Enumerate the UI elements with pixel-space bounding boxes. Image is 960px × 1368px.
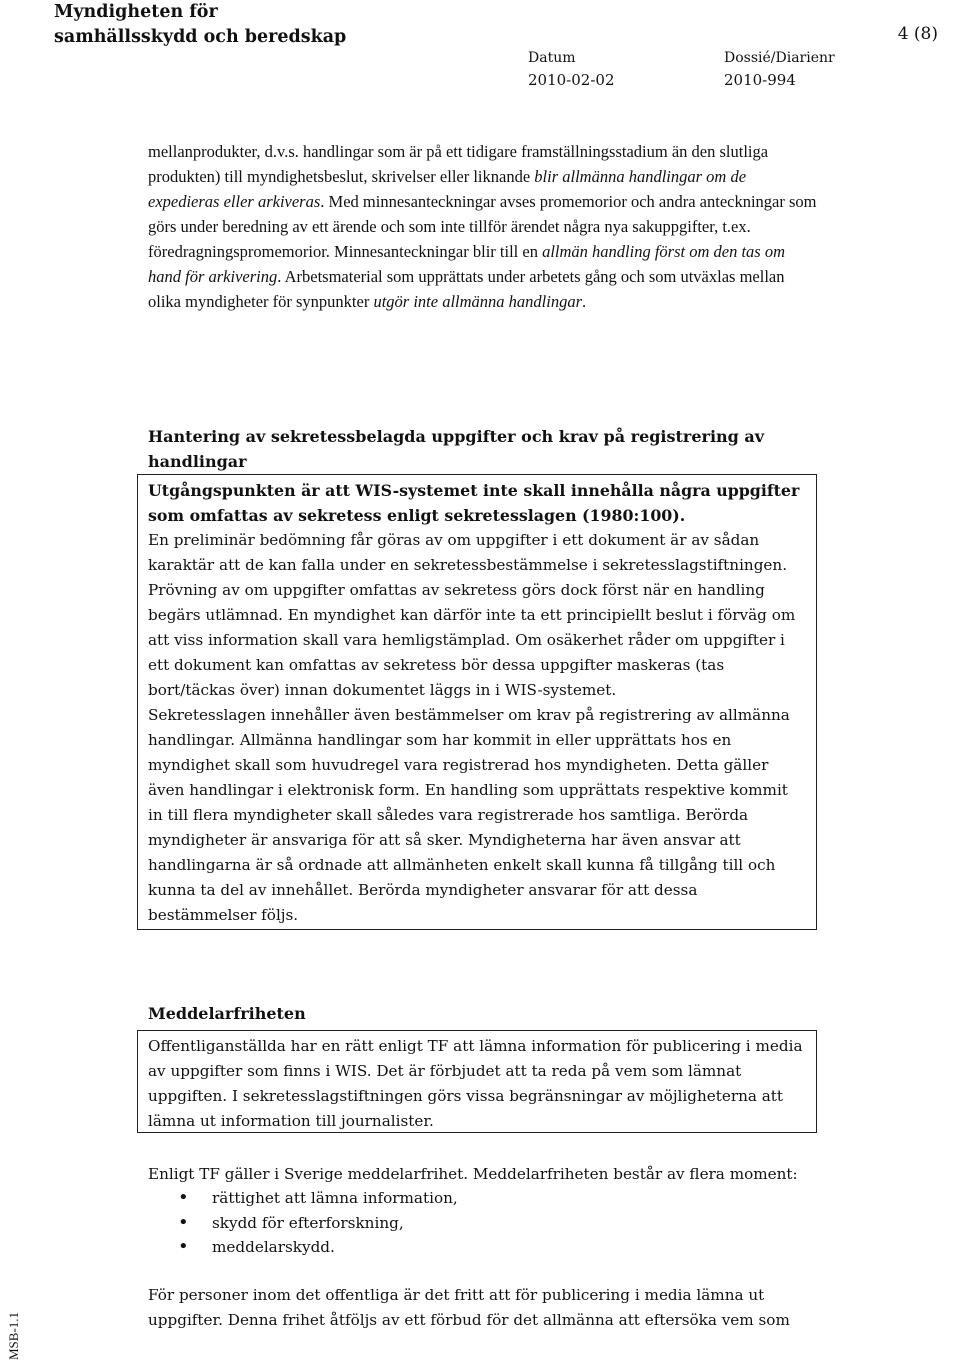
list-item: • meddelarskydd. [148,1235,458,1260]
organization-name [54,0,346,50]
intro-text-4: . [582,292,587,311]
secrecy-paragraph-1: En preliminär bedömning får göras av om uppgifter i ett dokument är av sådan karaktär att de kan falla under en sekretessbestämmelse i sekretesslagstiftningen. Prövning av om uppgifter omfattas av sekretess görs dock först när en handling begärs utlämnad. En myndighet kan därför inte ta ett principiellt beslut i förväg om att viss information skall vara hemligstämplad. Om osäkerhet råder om uppgifter i ett dokument kan omfattas av sekretess bör dessa uppgifter maskeras (tas bort/täckas över) innan dokumentet läggs in i WIS-systemet. [148,531,796,699]
org-line-1: Myndigheten för [54,2,218,22]
intro-text-1: mellanprodukter, d.v.s. handlingar som är på ett tidigare framställningsstadium än den slutliga produkten) till myndighetsbeslut, skrivelser eller liknande [148,142,769,186]
secrecy-lead: Utgångspunkten är att WIS-systemet inte skall innehålla några uppgifter som omfattas av sekretess enligt sekretesslagen (1980:100). [148,481,800,525]
intro-text-2: . Med minnesanteckningar avses promemorior och andra anteckningar som görs under beredning av ett ärende och som inte tillför ärendet några nya sakuppgifter, t.ex. föredragningspromemorior. Minnesanteckningar blir till en [148,192,817,261]
dossier-value: 2010-994 [724,71,796,89]
org-line-2: samhällsskydd och beredskap [54,27,347,47]
intro-italic-3: utgör inte allmänna handlingar [373,292,582,311]
document-code: MSB-1.1 [6,1311,21,1360]
intro-italic-2: allmän handling först om den tas om hand för arkivering [148,242,786,286]
tf-paragraph: Enligt TF gäller i Sverige meddelarfrihet. Meddelarfriheten består av flera moment: [148,1165,798,1183]
list-item: • rättighet att lämna information, [148,1186,458,1211]
section-heading-meddelarfrihet: Meddelarfriheten [148,1004,306,1023]
meddelarfrihet-box [137,1030,817,1133]
final-paragraph: För personer inom det offentliga är det fritt att för publicering i media lämna ut uppgifter. Denna frihet åtföljs av ett förbud för det allmänna att eftersöka vem som [148,1286,790,1329]
date-label: Datum [528,50,576,66]
moment-list [148,1186,458,1260]
meddelarfrihet-box-text: Offentliganställda har en rätt enligt TF att lämna information för publicering i media av uppgifter som finns i WIS. Det är förbjudet att ta reda på vem som lämnat uppgiften. I sekretesslagstiftningen görs vissa begränsningar av möjligheterna att lämna ut information till journalister. [148,1037,803,1130]
secrecy-paragraph-2: Sekretesslagen innehåller även bestämmelser om krav på registrering av allmänna handlingar. Allmänna handlingar som har kommit in eller upprättats hos en myndighet skall som huvudregel vara registrerad hos myndigheten. Detta gäller även handlingar i elektronisk form. En handling som upprättats respektive kommit in till flera myndigheter skall således vara registrerade hos samtliga. Berörda myndigheter är ansvariga för att så sker. Myndigheterna har även ansvar att handlingarna är så ordnade att allmänheten enkelt skall kunna få tillgång till och kunna ta del av innehållet. Berörda myndigheter ansvarar för att dessa bestämmelser följs. [148,706,790,924]
date-value: 2010-02-02 [528,71,615,89]
intro-italic-1: blir allmänna handlingar om de expedieras eller arkiveras [148,167,747,211]
dossier-label: Dossié/Diarienr [724,50,835,66]
secrecy-box [137,474,817,930]
page-number: 4 (8) [897,24,938,44]
list-item: • skydd för efterforskning, [148,1211,458,1236]
section-heading-secrecy: Hantering av sekretessbelagda uppgifter och krav på registrering av handlingar [148,427,765,471]
intro-paragraph [148,139,818,314]
intro-text-3: . Arbetsmaterial som upprättats under arbetets gång och som utväxlas mellan olika myndigheter för synpunkter [148,267,785,311]
